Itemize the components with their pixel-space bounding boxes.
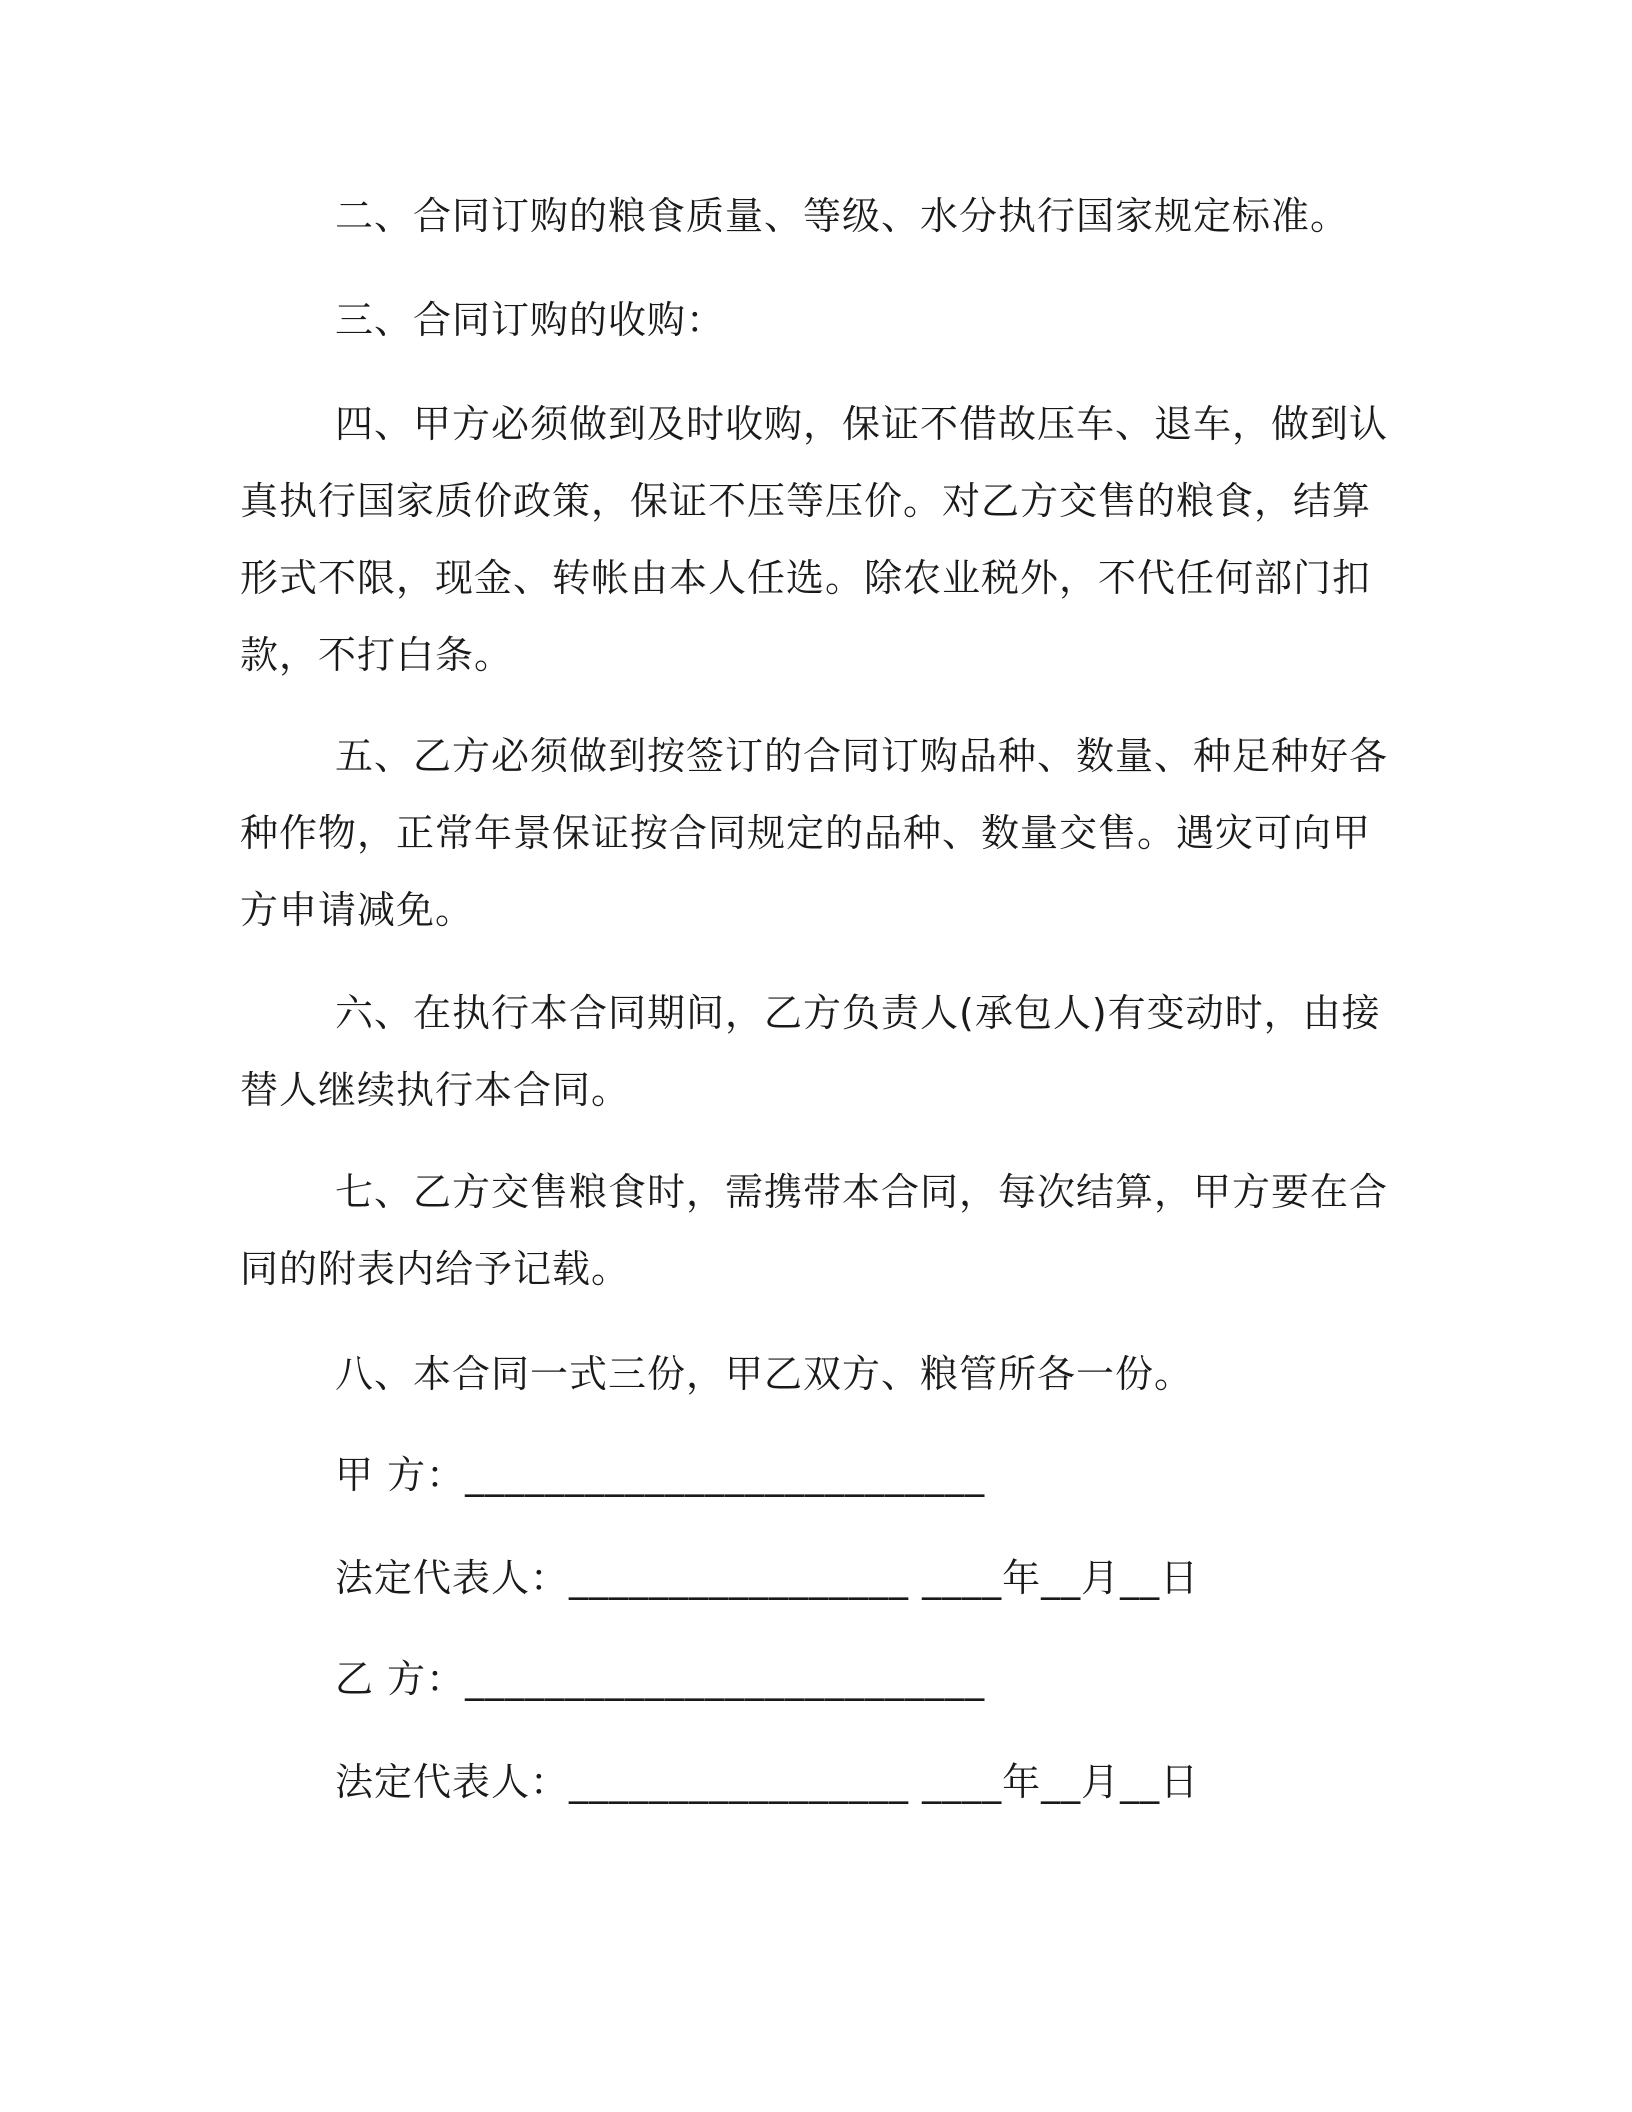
clause-5: 五、乙方必须做到按签订的合同订购品种、数量、种足种好各种作物，正常年景保证按合同规定的品种、数量交售。遇灾可向甲方申请减免。 (240, 734, 1389, 932)
clause-2: 二、合同订购的粮食质量、等级、水分执行国家规定标准。 (335, 194, 1350, 238)
clause-4: 四、甲方必须做到及时收购，保证不借故压车、退车，做到认真执行国家质价政策，保证不压等压价。对乙方交售的粮食，结算形式不限，现金、转帐由本人任选。除农业税外，不代任何部门扣款，不打白条。 (240, 402, 1389, 677)
party-b-signature-line: 乙 方：__________________________ (335, 1657, 986, 1701)
clause-8: 八、本合同一式三份，甲乙双方、粮管所各一份。 (335, 1352, 1194, 1396)
clause-6: 六、在执行本合同期间，乙方负责人(承包人)有变动时，由接替人继续执行本合同。 (240, 991, 1381, 1112)
party-a-representative-line: 法定代表人：_________________ ____年__月__日 (335, 1556, 1200, 1600)
clause-3: 三、合同订购的收购： (335, 298, 726, 342)
party-a-signature-line: 甲 方：__________________________ (335, 1453, 986, 1497)
party-b-representative-line: 法定代表人：_________________ ____年__月__日 (335, 1760, 1200, 1804)
clause-7: 七、乙方交售粮食时，需携带本合同，每次结算，甲方要在合同的附表内给予记载。 (240, 1170, 1389, 1291)
